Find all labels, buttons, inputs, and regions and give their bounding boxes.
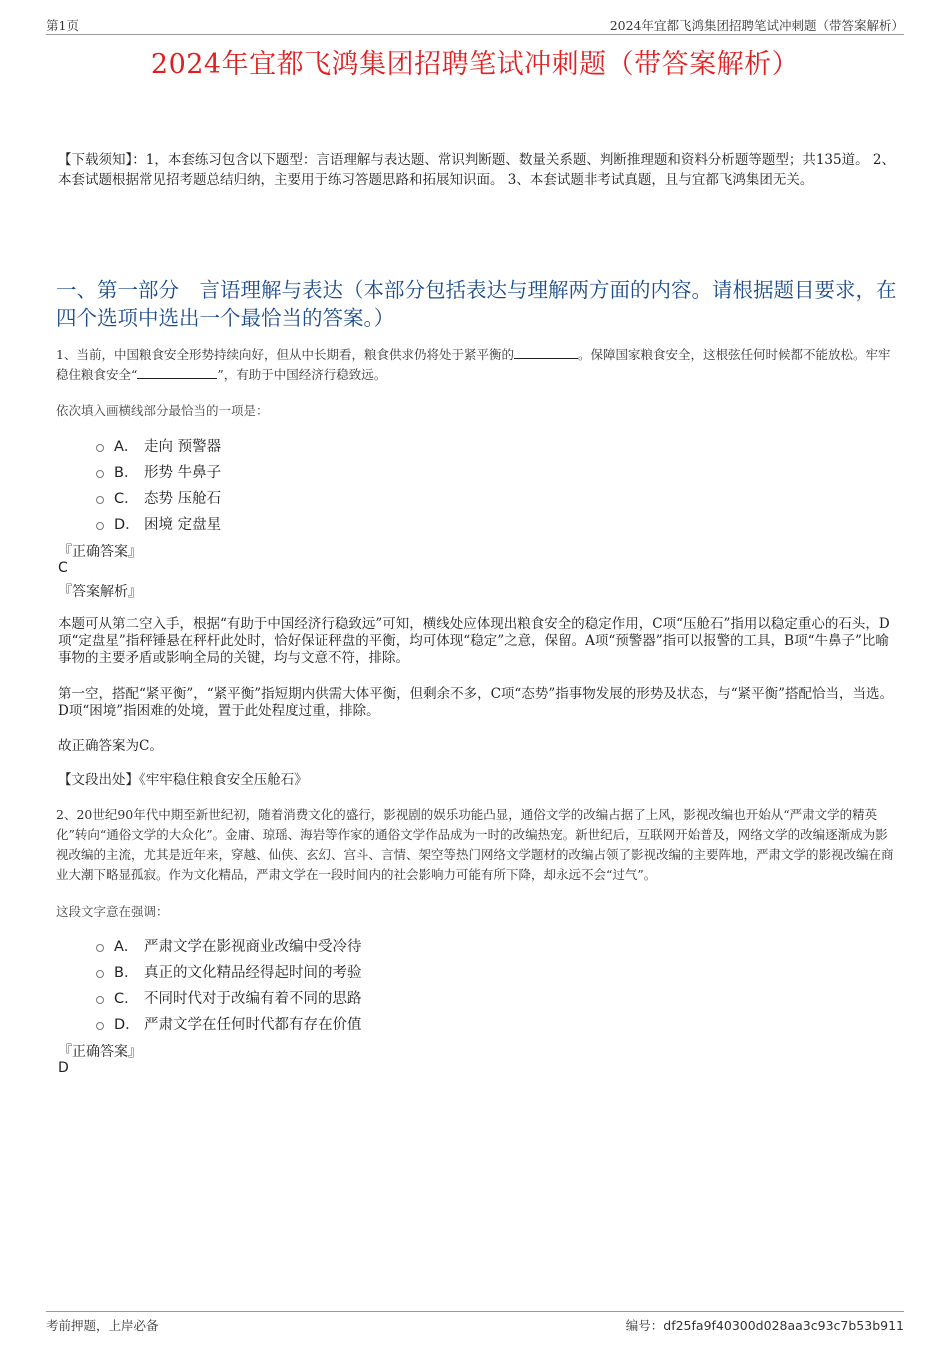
page-footer (46, 1311, 904, 1334)
option-b[interactable]: B． 真正的文化精品经得起时间的考验 (96, 958, 362, 984)
question-1-prompt: 依次填入画横线部分最恰当的一项是： (56, 403, 269, 418)
option-d[interactable]: D． 严肃文学在任何时代都有存在价值 (96, 1010, 362, 1036)
radio-icon[interactable] (96, 444, 104, 452)
answer-value-2: D (58, 1060, 69, 1076)
analysis-conclusion: 故正确答案为C。 (58, 738, 163, 754)
question-1-text-part-c: ”，有助于中国经济行稳致远。 (217, 367, 387, 382)
fill-blank-1 (514, 346, 578, 359)
option-b[interactable]: B． 形势 牛鼻子 (96, 458, 221, 484)
question-2-text: 2、20世纪90年代中期至新世纪初，随着消费文化的盛行，影视剧的娱乐功能凸显，通俗文学的改编占据了上风，影视改编也开始从“严肃文学的精英化”转向“通俗文学的大众化”。金庸、琼瑶、海岩等作家的通俗文学作品成为一时的改编热宠。新世纪后，互联网开始普及，网络文学的改编逐渐成为影视改编的主流，尤其是近年来，穿越、仙侠、玄幻、宫斗、言情、架空等热门网络文学题材的改编占领了影视改编的主要阵地，严肃文学的影视改编在商业大潮下略显孤寂。作为文化精品，严肃文学在一段时间内的社会影响力可能有所下降，却永远不会“过气”。 (56, 807, 894, 882)
option-c[interactable]: C． 不同时代对于改编有着不同的思路 (96, 984, 362, 1010)
answer-label-1: 『正确答案』 (58, 544, 142, 560)
question-1-text (56, 345, 898, 385)
answer-label-2: 『正确答案』 (58, 1044, 142, 1060)
source-citation: 【文段出处】《牢牢稳住粮食安全压舱石》 (58, 772, 308, 788)
analysis-paragraph-2: 第一空，搭配“紧平衡”，“紧平衡”指短期内供需大体平衡，但剩余不多，C项“态势”指事物发展的形势及状态，与“紧平衡”搭配恰当，当选。D项“困境”指困难的处境，置于此处程度过重，排除。 (58, 686, 894, 719)
fill-blank-2 (137, 366, 217, 379)
footer-slogan: 考前押题，上岸必备 (46, 1318, 159, 1333)
option-c[interactable]: C． 态势 压舱石 (96, 484, 221, 510)
header-doc-title: 2024年宜都飞鸿集团招聘笔试冲刺题（带答案解析） (609, 18, 904, 33)
radio-icon[interactable] (96, 1022, 104, 1030)
question-2-prompt: 这段文字意在强调： (56, 904, 169, 919)
question-2-options (96, 932, 362, 1036)
answer-value-1: C (58, 560, 68, 576)
radio-icon[interactable] (96, 470, 104, 478)
option-a[interactable]: A． 走向 预警器 (96, 432, 221, 458)
option-a[interactable]: A． 严肃文学在影视商业改编中受冷待 (96, 932, 362, 958)
page-title: 2024年宜都飞鸿集团招聘笔试冲刺题（带答案解析） (150, 49, 800, 80)
page-header (46, 14, 904, 35)
question-1-text-part-a: 1、当前，中国粮食安全形势持续向好，但从中长期看，粮食供求仍将处于紧平衡的 (56, 347, 514, 362)
section-heading: 一、第一部分 言语理解与表达（本部分包括表达与理解两方面的内容。请根据题目要求，在四个选项中选出一个最恰当的答案。） (56, 278, 897, 330)
question-1-text-part-b: 。保障国家粮食安全，这根弦任何时候都不能放松。牢牢稳住粮食安全“ (56, 347, 891, 382)
radio-icon[interactable] (96, 496, 104, 504)
radio-icon[interactable] (96, 944, 104, 952)
analysis-label-1: 『答案解析』 (58, 584, 142, 600)
radio-icon[interactable] (96, 970, 104, 978)
footer-code: 编号：df25fa9f40300d028aa3c93c7b53b911 (625, 1318, 904, 1333)
option-d[interactable]: D． 困境 定盘星 (96, 510, 221, 536)
page-number: 第1页 (46, 18, 79, 33)
radio-icon[interactable] (96, 996, 104, 1004)
analysis-paragraph-1: 本题可从第二空入手，根据“有助于中国经济行稳致远”可知，横线处应体现出粮食安全的稳定作用，C项“压舱石”指用以稳定重心的石头，D项“定盘星”指秤锤悬在秤杆此处时，恰好保证秤盘的平衡，均可体现“稳定”之意，保留。A项“预警器”指可以报警的工具，B项“牛鼻子”比喻事物的主要矛盾或影响全局的关键，均与文意不符，排除。 (58, 616, 890, 666)
radio-icon[interactable] (96, 522, 104, 530)
question-1-options (96, 432, 221, 536)
download-notice: 【下载须知】：1，本套练习包含以下题型：言语理解与表达题、常识判断题、数量关系题、判断推理题和资料分析题等题型；共135道。 2、本套试题根据常见招考题总结归纳，主要用于练习答题思路和拓展知识面。 3、本套试题非考试真题，且与宜都飞鸿集团无关。 (58, 152, 895, 188)
